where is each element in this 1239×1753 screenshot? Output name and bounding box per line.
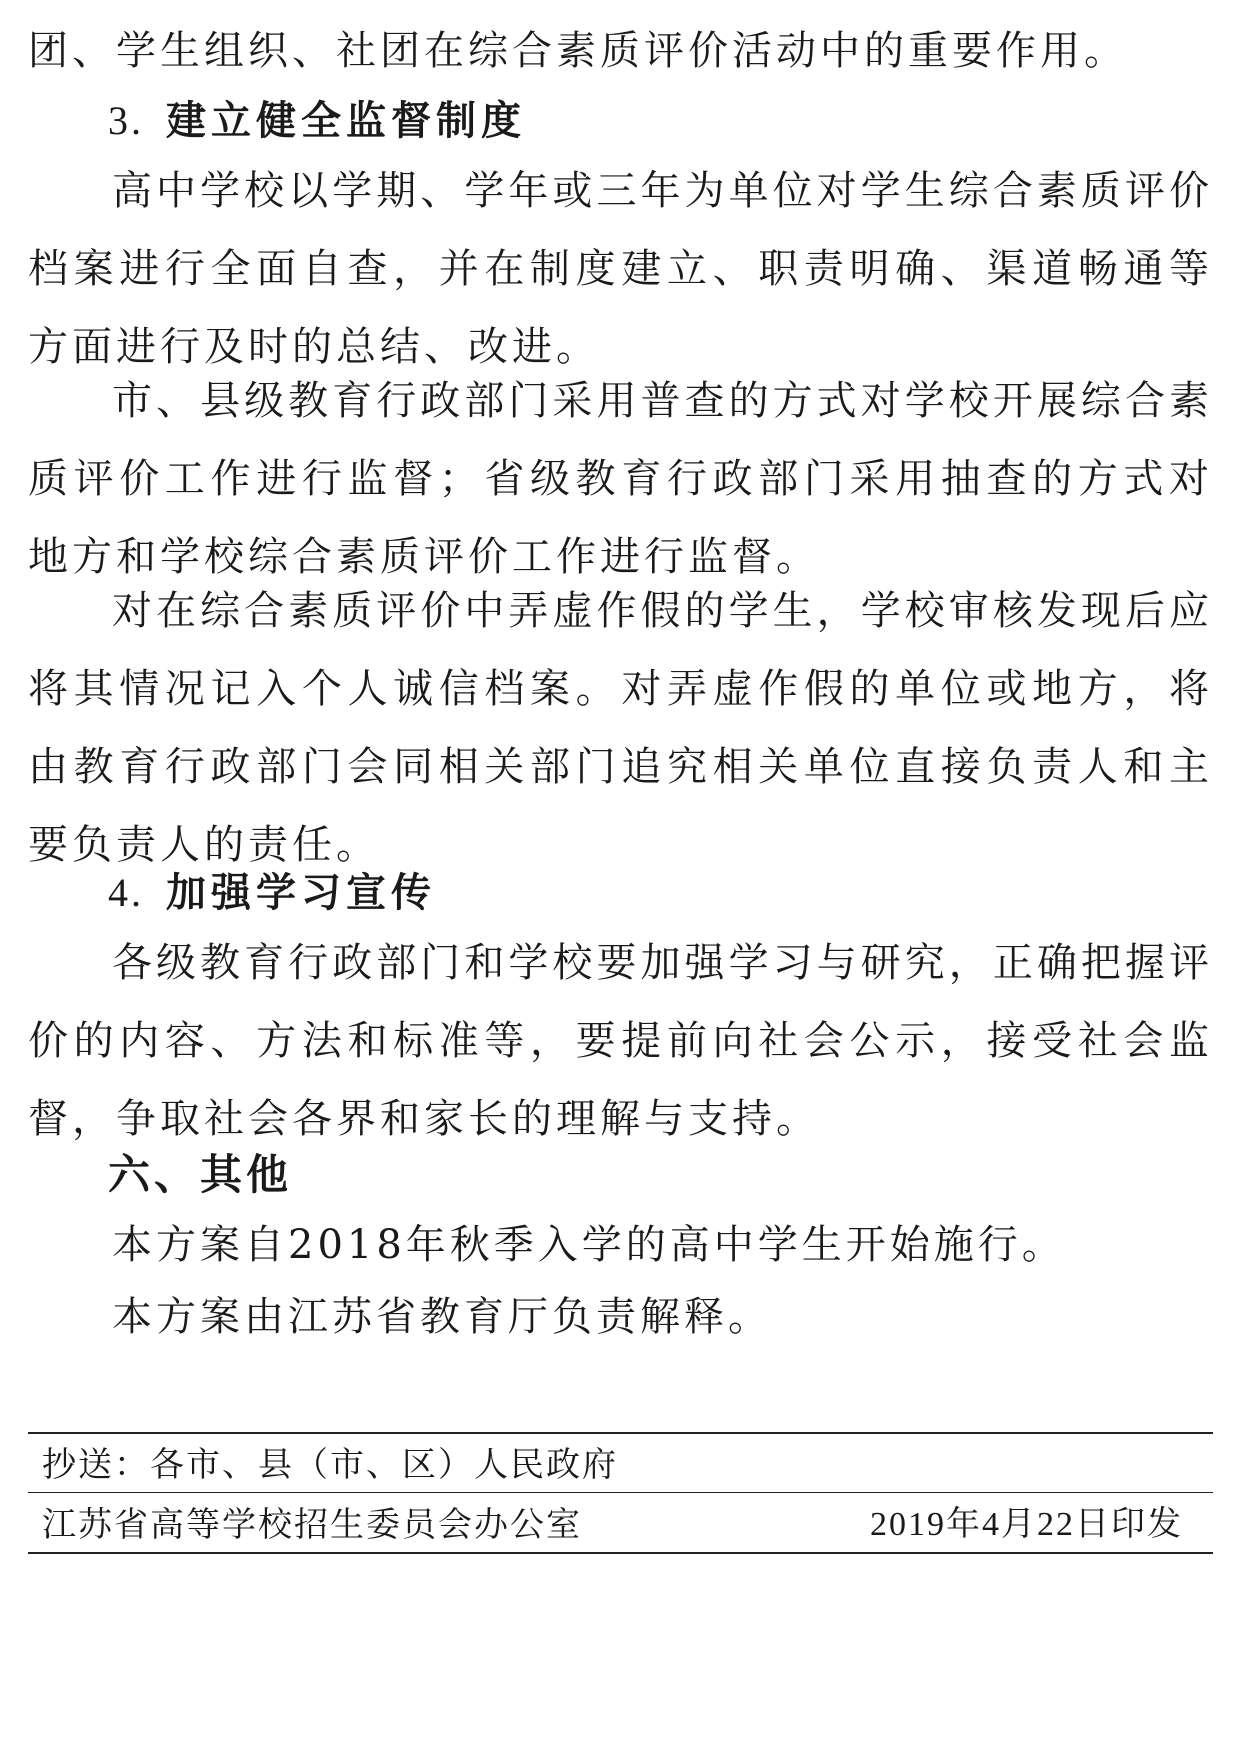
subheading-4 [108, 854, 436, 932]
section-heading-other: 六、其他 [108, 1150, 293, 1199]
footer-bottom-rule [28, 1552, 1213, 1554]
footer-issue-date: 2019年4月22日印发 [870, 1506, 1183, 1543]
paragraph-supervision: 市、县级教育行政部门采用普查的方式对学校开展综合素质评价工作进行监督；省级教育行政部门采用抽查的方式对地方和学校综合素质评价工作进行监督。 [28, 378, 1213, 580]
paragraph-effective-date: 本方案自2018年秋季入学的高中学生开始施行。 [112, 1222, 1066, 1268]
paragraph-interpretation: 本方案由江苏省教育厅负责解释。 [112, 1294, 772, 1340]
subheading-4-number: 4. [108, 870, 144, 915]
subheading-3 [108, 82, 526, 160]
footer-top-rule [28, 1432, 1213, 1434]
footer-cc: 抄送：各市、县（市、区）人民政府 [42, 1445, 618, 1485]
paragraph-publicity: 各级教育行政部门和学校要加强学习与研究，正确把握评价的内容、方法和标准等，要提前向社会公示，接受社会监督，争取社会各界和家长的理解与支持。 [28, 940, 1213, 1142]
footer-issuer: 江苏省高等学校招生委员会办公室 [42, 1505, 582, 1545]
paragraph-continuation: 团、学生组织、社团在综合素质评价活动中的重要作用。 [28, 28, 1128, 74]
paragraph-self-check: 高中学校以学期、学年或三年为单位对学生综合素质评价档案进行全面自查，并在制度建立、职责明确、渠道畅通等方面进行及时的总结、改进。 [28, 168, 1213, 370]
subheading-3-number: 3. [108, 98, 144, 143]
subheading-3-text: 建立健全监督制度 [166, 98, 526, 144]
paragraph-fraud-penalty: 对在综合素质评价中弄虚作假的学生，学校审核发现后应将其情况记入个人诚信档案。对弄虚作假的单位或地方，将由教育行政部门会同相关部门追究相关单位直接负责人和主要负责人的责任。 [28, 588, 1213, 868]
subheading-4-text: 加强学习宣传 [166, 870, 436, 916]
footer-middle-rule [28, 1492, 1213, 1493]
